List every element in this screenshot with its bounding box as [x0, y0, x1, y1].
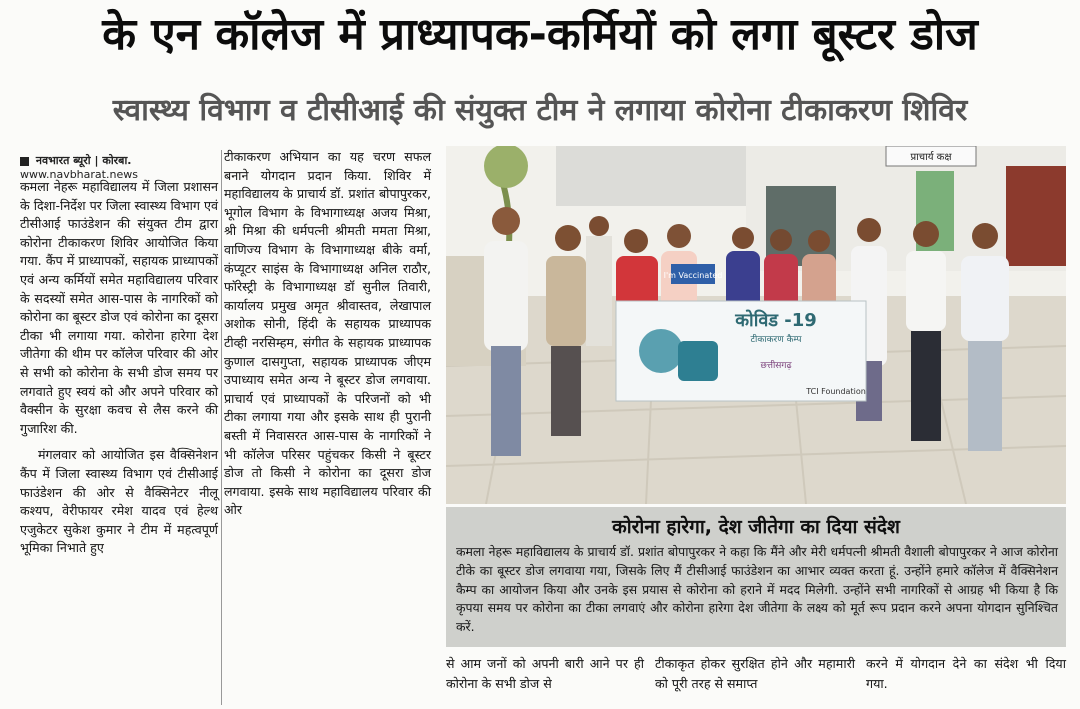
subheadline: स्वास्थ्य विभाग व टीसीआई की संयुक्त टीम ने लगाया कोरोना टीकाकरण शिविर	[112, 93, 968, 128]
bottom-column-3: करने में योगदान देने का संदेश भी दिया गया.	[866, 656, 1066, 691]
banner-title: कोविड -19	[735, 310, 817, 331]
article-column-1	[20, 178, 218, 558]
banner-logo: TCI Foundation	[806, 387, 866, 396]
column1-para1: कमला नेहरू महाविद्यालय में जिला प्रशासन के दिशा-निर्देश पर जिला स्वास्थ्य विभाग एवं टीसीआई फाउंडेशन की संयुक्त टीम द्वारा कोरोना टीकाकरण शिविर आयोजित किया गया. कैंप में प्राध्यापकों, सहायक प्राध्यापकों एवं अन्य कर्मियों समेत महाविद्यालय परिवार के सदस्यों समेत आस-पास के नागरिकों को कोरोना का बूस्टर डोज एवं कोरोना का दूसरा टीका भी लगाया गया. कोरोना हारेगा देश जीतेगा की थीम पर कॉलेज परिवार की ओर से सभी को कोरोना के सभी डोज समय पर लगवाते हुए स्वयं को और अपने परिवार को वैक्सीन के सुरक्षा कवच से लैस करने की गुजारिश की.	[20, 179, 218, 436]
caption-title: कोरोना हारेगा, देश जीतेगा का दिया संदेश	[612, 516, 900, 538]
bottom-column-2: टीकाकृत होकर सुरक्षित होने और महामारी को पूरी तरह से समाप्त	[655, 656, 855, 691]
byline	[20, 153, 131, 168]
byline-separator: |	[94, 154, 103, 167]
news-photo	[446, 146, 1066, 504]
room-sign: प्राचार्य कक्ष	[910, 152, 952, 163]
column1-para2: मंगलवार को आयोजित इस वैक्सिनेशन कैंप में जिला स्वास्थ्य विभाग एवं टीसीआई फाउंडेशन की ओर से वैक्सिनेटर नीलू कश्यप, वेरीफायर रमेश यादव एवं हेल्थ एजुकेटर सुकेश कुमार ने टीम में महत्वपूर्ण भूमिका निभाते हुए	[20, 447, 218, 556]
byline-city: कोरबा.	[102, 154, 132, 167]
byline-square-icon	[20, 157, 29, 166]
article-column-2	[224, 148, 431, 520]
covid-banner	[616, 301, 866, 401]
banner-subtitle: टीकाकरण कैम्प	[750, 335, 802, 345]
banner-state: छत्तीसगढ़	[760, 361, 792, 371]
column2-text: टीकाकरण अभियान का यह चरण सफल बनाने योगदान प्रदान किया. शिविर में महाविद्यालय के प्राचार्य डॉ. प्रशांत बोपापुरकर, भूगोल विभाग के विभागाध्यक्ष अजय मिश्रा, श्री मिश्रा की धर्मपत्नी श्रीमती ममता मिश्रा, वाणिज्य विभाग के विभागाध्यक्ष बीके वर्मा, कंप्यूटर साइंस के विभागाध्यक्ष अनिल राठौर, फॉरेस्ट्री के विभागाध्यक्ष डॉ सुनील तिवारी, कार्यालय प्रमुख अमृत श्रीवास्तव, लेखापाल अशोक सोनी, हिंदी के सहायक प्राध्यापक टीव्ही नरसिम्हम, संगीत के सहायक प्राध्यापक कुणाल दासगुप्ता, सहायक प्राध्यापक जीएम उपाध्याय समेत अन्य ने बूस्टर डोज लगवाया. प्राचार्य एवं प्राध्यापकों के परिजनों को भी टीका लगाया गया और इसके साथ ही पुरानी बस्ती में निवासरत आस-पास के नागरिकों ने भी कॉलेज परिसर पहुंचकर किसी ने बूस्टर डोज तो किसी ने कोरोना का दूसरा डोज लगवाया. इसके साथ महाविद्यालय परिवार की ओर	[224, 149, 431, 518]
byline-website: www.navbharat.news	[20, 168, 138, 181]
bottom-column-1: से आम जनों को अपनी बारी आने पर ही कोरोना के सभी डोज से	[446, 656, 644, 691]
caption-box	[446, 507, 1066, 647]
byline-paper: नवभारत ब्यूरो	[35, 154, 91, 167]
headline: के एन कॉलेज में प्राध्यापक-कर्मियों को लगा बूस्टर डोज	[102, 9, 978, 60]
vaccinated-badge: I'm Vaccinated	[663, 271, 723, 280]
caption-body: कमला नेहरू महाविद्यालय के प्राचार्य डॉ. प्रशांत बोपापुरकर ने कहा कि मैंने और मेरी धर्मपत्नी श्रीमती वैशाली बोपापुरकर ने आज कोरोना टीके का बूस्टर डोज लगवाया गया, जिसके लिए मैं टीसीआई फाउंडेशन का आभार व्यक्त करता हूं. उन्होंने हमारे कॉलेज में वैक्सिनेशन कैम्प का आयोजन किया और उनके इस प्रयास से कोरोना को हराने में मदद मिलेगी. उन्होंने सभी नागरिकों से आग्रह भी किया है कि कृपया समय पर कोरोना का टीका लगवाएं और कोरोना हारेगा देश जीतेगा के लक्ष्य को मूर्त रूप प्रदान करने अपना योगदान सुनिश्चित करें.	[456, 544, 1058, 635]
photo-illustration	[446, 146, 1066, 504]
column-divider	[221, 150, 222, 705]
